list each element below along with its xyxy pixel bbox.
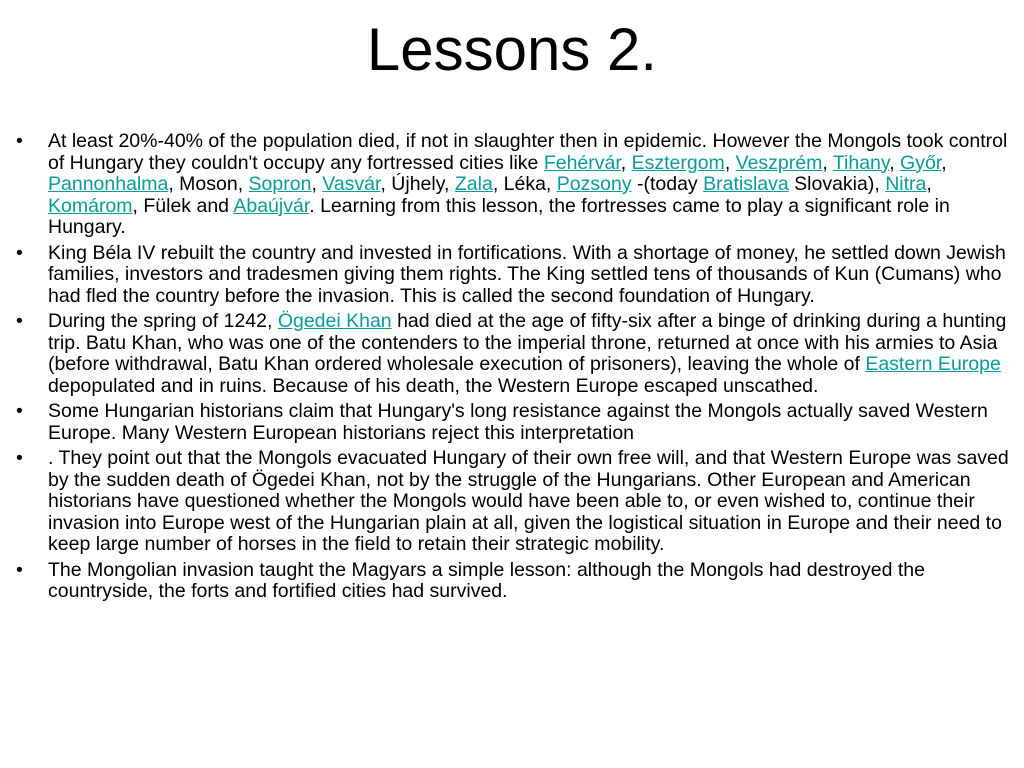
place-link[interactable]: Vasvár xyxy=(322,173,381,195)
bullet-text: , xyxy=(822,151,833,174)
bullet-marker: • xyxy=(16,447,23,469)
bullet-text: , xyxy=(620,151,632,174)
bullet-text: , Léka, xyxy=(492,173,557,195)
place-link[interactable]: Pannonhalma xyxy=(48,173,169,195)
bullet-text: , xyxy=(926,173,932,195)
slide-title: Lessons 2. xyxy=(366,16,658,83)
bullet-text: , Fülek and xyxy=(132,194,234,217)
place-link[interactable]: Sopron xyxy=(248,173,312,195)
place-link[interactable]: Tihany xyxy=(832,151,890,174)
bullet-marker: • xyxy=(16,310,23,332)
bullet-text: . Learning from this lesson, the fortresses came to play a significant role in Hungary. xyxy=(48,194,950,238)
bullet-text: , xyxy=(941,151,947,174)
bullet-item xyxy=(16,243,1018,308)
bullet-item xyxy=(16,560,1018,603)
place-link[interactable]: Veszprém xyxy=(735,151,823,174)
place-link[interactable]: Komárom xyxy=(48,194,133,217)
bullet-text: , Moson, xyxy=(168,173,249,195)
place-link[interactable]: Abaújvár xyxy=(233,194,310,217)
bullet-item xyxy=(16,131,1018,239)
bullet-text: . They point out that the Mongols evacuated Hungary of their own free will, and that Western Europe was saved by the sudden death of Ögedei Khan, not by the struggle of the Hungarians. Other European and American historians have questioned whether the Mongols would have been able to, or even wished to, continue their invasion into Europe west of the Hungarian plain at all, given the logistical situation in Europe and their need to keep large number of horses in the field to retain their strategic mobility. xyxy=(48,447,1009,555)
bullet-text: had died at the age of fifty-six after a binge of drinking during a hunting trip. Batu Khan, who was one of the contenders to the imperial throne, returned at once with his armies to Asia (before withdrawal, Batu Khan ordered wholesale execution of prisoners), leaving the whole of xyxy=(48,310,1007,375)
bullet-text: , xyxy=(311,173,323,195)
place-link[interactable]: Bratislava xyxy=(703,173,789,195)
bullet-item xyxy=(16,448,1018,556)
bullet-text: , Újhely, xyxy=(380,173,455,195)
bullet-item xyxy=(16,311,1018,397)
bullet-text: -(today xyxy=(631,173,704,195)
place-link[interactable]: Esztergom xyxy=(631,151,725,174)
place-link[interactable]: Ögedei Khan xyxy=(277,310,392,332)
bullet-text: At least 20%-40% of the population died, if not in slaughter then in epidemic. However the Mongols took control of Hungary they couldn't occupy any fortressed cities like xyxy=(48,130,1008,174)
place-link[interactable]: Nitra xyxy=(885,173,927,195)
bullet-text: Some Hungarian historians claim that Hungary's long resistance against the Mongols actually saved Western Europe. Many Western European historians reject this interpretation xyxy=(48,400,988,444)
bullet-marker: • xyxy=(16,400,23,422)
bullet-text: , xyxy=(889,151,901,174)
bullet-marker: • xyxy=(16,558,23,581)
bullet-text: The Mongolian invasion taught the Magyars a simple lesson: although the Mongols had destroyed the countryside, the forts and fortified cities had survived. xyxy=(48,558,925,602)
bullet-text: Slovakia), xyxy=(788,173,886,195)
bullet-marker: • xyxy=(16,130,23,152)
bullet-marker: • xyxy=(16,241,23,264)
place-link[interactable]: Eastern Europe xyxy=(865,353,1001,375)
place-link[interactable]: Fehérvár xyxy=(543,151,621,174)
bullet-text: King Béla IV rebuilt the country and invested in fortifications. With a shortage of money, he settled down Jewish families, investors and tradesmen giving them rights. The King settled tens of thousands of Kun (Cumans) who had fled the country before the invasion. This is called the second foundation of Hungary. xyxy=(48,241,1006,307)
place-link[interactable]: Győr xyxy=(900,151,942,174)
place-link[interactable]: Pozsony xyxy=(556,173,632,195)
bullet-item xyxy=(16,401,1018,444)
bullet-list xyxy=(16,131,1018,607)
bullet-text: During the spring of 1242, xyxy=(48,310,278,332)
bullet-text: depopulated and in ruins. Because of his death, the Western Europe escaped unscathed. xyxy=(48,374,819,397)
place-link[interactable]: Zala xyxy=(454,173,493,195)
bullet-text: , xyxy=(724,151,736,174)
